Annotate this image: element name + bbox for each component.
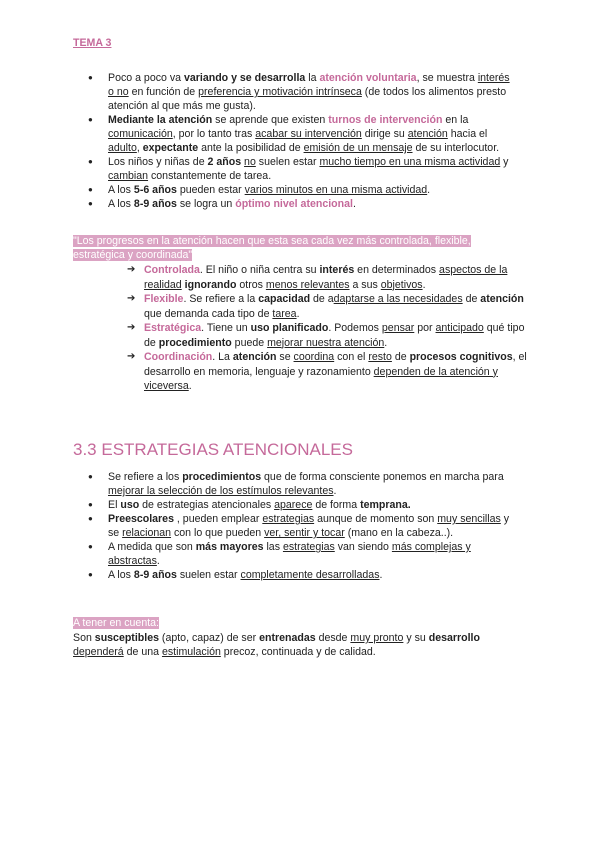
text-run: , pueden emplear bbox=[173, 513, 263, 525]
note-label bbox=[73, 616, 159, 630]
text-run: Son bbox=[73, 632, 95, 644]
text-run: constantemente de tarea. bbox=[148, 170, 272, 182]
underlined-term: mucho tiempo en una misma actividad bbox=[319, 156, 501, 168]
bold-term: 8-9 años bbox=[133, 569, 177, 581]
arrow-list-progresos bbox=[127, 263, 527, 394]
arrow-item bbox=[127, 263, 527, 292]
list-item bbox=[92, 155, 512, 183]
bold-term: ignorando bbox=[184, 278, 237, 291]
underlined-term: dependerá bbox=[73, 646, 124, 658]
text-run: A los bbox=[108, 184, 134, 196]
text-run: suelen estar bbox=[176, 569, 241, 581]
text-run: . bbox=[352, 198, 356, 210]
text-run: en función de bbox=[128, 86, 199, 98]
underlined-term: estrategias bbox=[282, 541, 335, 553]
bold-term: atención bbox=[480, 293, 524, 305]
underlined-term: interés o no bbox=[108, 72, 510, 98]
text-run: se logra un bbox=[176, 198, 236, 210]
list-item bbox=[92, 113, 512, 155]
text-run: puede bbox=[231, 336, 268, 349]
text-run: , por lo tanto tras bbox=[172, 128, 256, 140]
text-run: , el desarrollo en memoria, lenguaje y razonamiento bbox=[144, 351, 527, 378]
underlined-term: anticipado bbox=[435, 322, 484, 334]
text-run: (mano en la cabeza..). bbox=[344, 527, 454, 539]
text-run: (apto, capaz) de ser bbox=[158, 632, 260, 644]
quote-text: "Los progresos en la atención hacen que esta sea cada vez más controlada, flexible, estratégica y coordinada" bbox=[73, 235, 471, 261]
text-run: de a bbox=[310, 293, 334, 305]
underlined-term: dependen de la atención y viceversa bbox=[144, 365, 498, 392]
text-run: de bbox=[462, 293, 481, 305]
list-item bbox=[92, 568, 512, 582]
underlined-term: comunicación bbox=[108, 128, 173, 140]
underlined-term: coordina bbox=[293, 351, 335, 363]
text-run: y se bbox=[108, 513, 510, 539]
bold-term: procesos cognitivos bbox=[409, 351, 513, 363]
list-item bbox=[92, 470, 512, 498]
text-run: dirige su bbox=[361, 128, 408, 140]
underlined-term: daptarse a las necesidades bbox=[333, 293, 463, 305]
underlined-term: varios minutos en una misma actividad bbox=[244, 184, 428, 196]
underlined-term: cambian bbox=[108, 170, 149, 182]
list-item bbox=[92, 512, 512, 540]
bold-term: interés bbox=[319, 264, 355, 276]
underlined-term: atención bbox=[407, 128, 448, 140]
text-run: . bbox=[296, 307, 300, 320]
highlighted-term: atención voluntaria bbox=[319, 72, 417, 84]
text-run: . bbox=[384, 336, 388, 349]
text-run: de estrategias atencionales bbox=[139, 499, 275, 511]
text-run: van siendo bbox=[334, 541, 392, 553]
underlined-term: relacionan bbox=[122, 527, 172, 539]
text-run: en la bbox=[442, 114, 469, 126]
bold-term: atención bbox=[232, 351, 277, 363]
underlined-term: más complejas y abstractas bbox=[108, 541, 471, 567]
underlined-term: estrategias bbox=[262, 513, 315, 525]
underlined-term: muy pronto bbox=[350, 632, 404, 644]
bold-term: Mediante la atención bbox=[108, 114, 213, 126]
text-run: se aprende que existen bbox=[212, 114, 329, 126]
text-run: . bbox=[156, 555, 160, 567]
bold-term: expectante bbox=[142, 142, 199, 154]
underlined-term: no bbox=[244, 156, 256, 168]
bold-term: capacidad bbox=[258, 293, 311, 305]
bold-term: temprana. bbox=[360, 499, 411, 511]
bold-term: susceptibles bbox=[94, 632, 159, 644]
arrow-item bbox=[127, 292, 527, 321]
underlined-term: estimulación bbox=[161, 646, 221, 658]
underlined-term: completamente desarrolladas bbox=[240, 569, 380, 581]
text-run: de su interlocutor. bbox=[412, 142, 500, 154]
highlighted-term: Controlada bbox=[144, 264, 200, 276]
text-run: y bbox=[500, 156, 509, 168]
bold-term: variando y se desarrolla bbox=[183, 72, 306, 84]
bold-term: Preescolares bbox=[108, 513, 174, 525]
text-run: A medida que son bbox=[108, 541, 196, 553]
list-item bbox=[92, 183, 512, 197]
bold-term: procedimiento bbox=[158, 336, 232, 349]
note-label-text: A tener en cuenta: bbox=[73, 617, 159, 629]
text-run: precoz, continuada y de calidad. bbox=[220, 646, 376, 658]
bullet-list-atencion bbox=[92, 71, 512, 211]
text-run: , se muestra bbox=[416, 72, 478, 84]
text-run: . La bbox=[212, 351, 233, 363]
text-run: y su bbox=[403, 632, 429, 644]
text-run: se bbox=[276, 351, 294, 363]
underlined-term: pensar bbox=[381, 322, 415, 334]
text-run: . bbox=[188, 380, 192, 392]
bullet-list-estrategias bbox=[92, 470, 512, 582]
bold-term: desarrollo bbox=[428, 632, 480, 644]
text-run: , bbox=[136, 142, 143, 154]
text-run: suelen estar bbox=[255, 156, 320, 168]
underlined-term: muy sencillas bbox=[437, 513, 501, 525]
text-run: . bbox=[422, 278, 426, 291]
underlined-term: mejorar la selección de los estímulos relevantes bbox=[108, 485, 334, 497]
bold-term: 5-6 años bbox=[133, 184, 177, 196]
text-run: que de forma consciente ponemos en marcha para bbox=[261, 471, 504, 483]
note-paragraph bbox=[73, 631, 523, 659]
list-item bbox=[92, 197, 512, 211]
text-run: en determinados bbox=[354, 264, 440, 276]
text-run: . bbox=[427, 184, 431, 196]
text-run: pueden estar bbox=[176, 184, 245, 196]
text-run: . Tiene un bbox=[201, 322, 251, 334]
text-run: otros bbox=[236, 278, 266, 291]
underlined-term: ver, sentir y tocar bbox=[264, 527, 345, 539]
list-item bbox=[92, 71, 512, 113]
text-run: con el bbox=[334, 351, 369, 363]
bold-term: uso bbox=[120, 499, 140, 511]
highlighted-term: Estratégica bbox=[144, 322, 202, 334]
text-run: . Se refiere a la bbox=[183, 293, 259, 305]
text-run: Se refiere a los bbox=[108, 471, 183, 483]
text-run: A los bbox=[108, 569, 134, 581]
underlined-term: mejorar nuestra atención bbox=[267, 336, 385, 349]
bold-term: procedimientos bbox=[182, 471, 262, 483]
arrow-item bbox=[127, 321, 527, 350]
header-title: TEMA 3 bbox=[73, 37, 112, 49]
text-run: . Podemos bbox=[328, 322, 382, 334]
text-run: Los niños y niñas de bbox=[108, 156, 208, 168]
text-run: con lo que pueden bbox=[171, 527, 265, 539]
underlined-term: preferencia y motivación intrínseca bbox=[198, 86, 362, 98]
underlined-term: menos relevantes bbox=[265, 278, 350, 291]
underlined-term: adulto bbox=[108, 142, 137, 154]
highlighted-term: Flexible bbox=[144, 293, 184, 305]
section-heading: 3.3 ESTRATEGIAS ATENCIONALES bbox=[73, 440, 353, 459]
underlined-term: acabar su intervención bbox=[255, 128, 362, 140]
underlined-term: objetivos bbox=[380, 278, 423, 291]
text-run: (de todos los alimentos presto atención al que más me gusta). bbox=[108, 86, 507, 112]
bold-term: 2 años bbox=[207, 156, 242, 168]
underlined-term: tarea bbox=[272, 307, 297, 320]
text-run: aunque de momento son bbox=[314, 513, 438, 525]
underlined-term: aspectos de la realidad bbox=[144, 264, 508, 291]
text-run: Poco a poco va bbox=[108, 72, 184, 84]
text-run: a sus bbox=[349, 278, 381, 291]
highlighted-quote bbox=[73, 234, 493, 262]
text-run: la bbox=[305, 72, 320, 84]
text-run: las bbox=[263, 541, 283, 553]
text-run: El bbox=[108, 499, 121, 511]
text-run: de bbox=[391, 351, 410, 363]
text-run: hacia el bbox=[447, 128, 488, 140]
arrow-item bbox=[127, 350, 527, 394]
underlined-term: aparece bbox=[274, 499, 313, 511]
text-run: por bbox=[414, 322, 436, 334]
highlighted-term: turnos de intervención bbox=[328, 114, 443, 126]
highlighted-term: óptimo nivel atencional bbox=[235, 198, 353, 210]
bold-term: uso planificado bbox=[250, 322, 329, 334]
highlighted-term: Coordinación bbox=[144, 351, 213, 363]
text-run: A los bbox=[108, 198, 134, 210]
text-run: de una bbox=[123, 646, 162, 658]
bold-term: entrenadas bbox=[259, 632, 316, 644]
bold-term: más mayores bbox=[195, 541, 264, 553]
text-run: desde bbox=[315, 632, 351, 644]
bold-term: 8-9 años bbox=[133, 198, 177, 210]
text-run: . bbox=[379, 569, 383, 581]
text-run: de forma bbox=[312, 499, 361, 511]
text-run: qué tipo de bbox=[144, 322, 525, 349]
underlined-term: resto bbox=[368, 351, 392, 363]
text-run: . El niño o niña centra su bbox=[199, 264, 320, 276]
list-item bbox=[92, 498, 512, 512]
list-item bbox=[92, 540, 512, 568]
underlined-term: emisión de un mensaje bbox=[303, 142, 413, 154]
text-run: que demanda cada tipo de bbox=[144, 307, 273, 320]
text-run: . bbox=[333, 485, 337, 497]
text-run: ante la posibilidad de bbox=[198, 142, 304, 154]
